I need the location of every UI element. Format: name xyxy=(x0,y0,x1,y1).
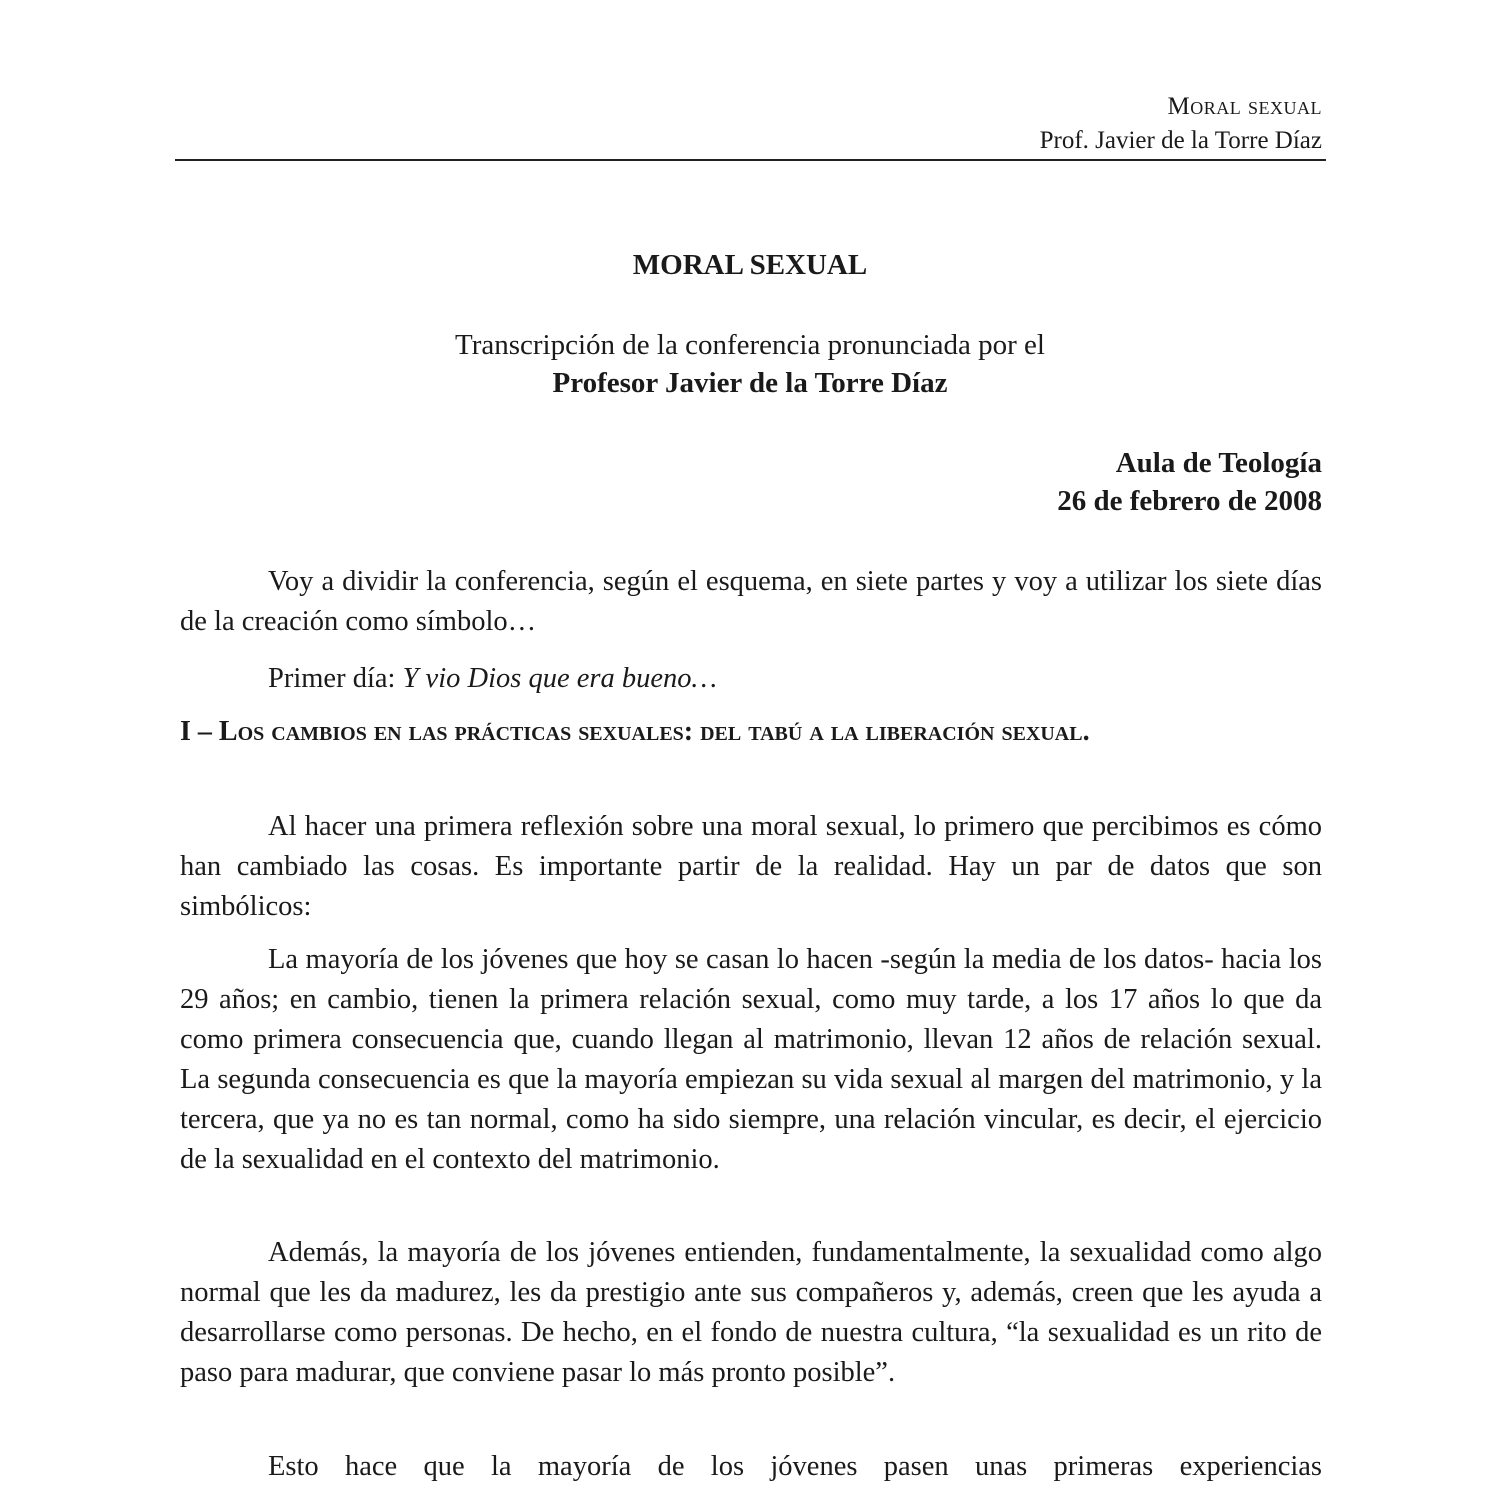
intro-paragraph xyxy=(180,562,1322,642)
body-paragraph xyxy=(180,940,1322,1180)
header-course: Moral sexual xyxy=(1167,93,1322,120)
body-paragraph xyxy=(180,1233,1322,1393)
document-title: MORAL SEXUAL xyxy=(632,249,868,281)
body-paragraph xyxy=(180,807,1322,927)
intro-text: Voy a dividir la conferencia, según el esquema, en siete partes y voy a utilizar los siete días de la creación como símbolo… xyxy=(180,566,1322,637)
paragraph-text: Al hacer una primera reflexión sobre una moral sexual, lo primero que percibimos es cómo han cambiado las cosas. Es importante partir de la realidad. Hay un par de datos que son simbólicos: xyxy=(180,811,1322,922)
paragraph-text: La mayoría de los jóvenes que hoy se casan lo hacen -según la media de los datos- hacia los 29 años; en cambio, tienen la primera relación sexual, como muy tarde, a los 17 años lo que da como primera consecuencia que, cuando llegan al matrimonio, llevan 12 años de relación sexual. La segunda consecuencia es que la mayoría empiezan su vida sexual al margen del matrimonio, y la tercera, que ya no es tan normal, como ha sido siempre, una relación vincular, es decir, el ejercicio de la sexualidad en el contexto del matrimonio. xyxy=(180,944,1322,1175)
paragraph-text: Esto hace que la mayoría de los jóvenes pasen unas primeras experiencias xyxy=(268,1451,1322,1482)
running-header xyxy=(1040,90,1322,158)
first-day-quote: Y vio Dios que era bueno… xyxy=(402,663,717,694)
header-author: Prof. Javier de la Torre Díaz xyxy=(1039,127,1322,154)
venue-place: Aula de Teología xyxy=(1115,447,1322,479)
subtitle-line: Transcripción de la conferencia pronunciada por el xyxy=(455,329,1045,361)
paragraph-text: Además, la mayoría de los jóvenes entienden, fundamentalmente, la sexualidad como algo normal que les da madurez, les da prestigio ante sus compañeros y, además, creen que les ayuda a desarrollarse como personas. De hecho, en el fondo de nuestra cultura, “la sexualidad es un rito de paso para madurar, que conviene pasar lo más pronto posible”. xyxy=(180,1237,1322,1388)
first-day-line xyxy=(180,659,1322,699)
first-day-label: Primer día: xyxy=(268,663,396,694)
subtitle xyxy=(0,326,1500,402)
venue-block xyxy=(1057,444,1322,520)
venue-date: 26 de febrero de 2008 xyxy=(1057,485,1322,517)
header-rule xyxy=(175,159,1326,161)
speaker-name: Profesor Javier de la Torre Díaz xyxy=(552,367,948,399)
body-paragraph xyxy=(180,1447,1322,1487)
section-heading: I – Los cambios en las prácticas sexuales: del tabú a la liberación sexual. xyxy=(180,716,1090,747)
